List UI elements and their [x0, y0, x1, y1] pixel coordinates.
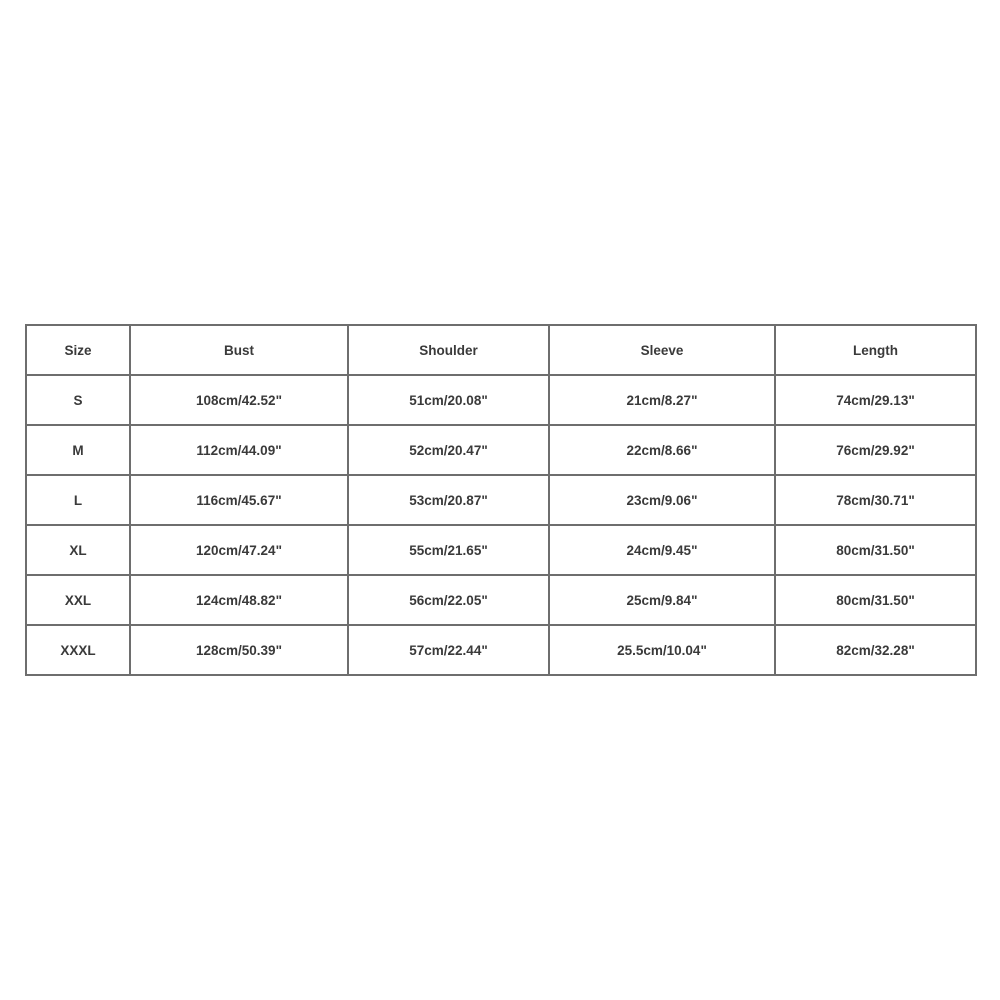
cell-length: 76cm/29.92" [775, 425, 976, 475]
cell-sleeve: 25cm/9.84" [549, 575, 775, 625]
header-row [26, 325, 976, 375]
cell-shoulder: 52cm/20.47" [348, 425, 549, 475]
table-row [26, 575, 976, 625]
cell-size: L [26, 475, 130, 525]
cell-shoulder: 53cm/20.87" [348, 475, 549, 525]
table-row [26, 425, 976, 475]
header-length: Length [775, 325, 976, 375]
cell-shoulder: 57cm/22.44" [348, 625, 549, 675]
header-bust: Bust [130, 325, 348, 375]
cell-length: 78cm/30.71" [775, 475, 976, 525]
table-row [26, 475, 976, 525]
table-row [26, 625, 976, 675]
header-size: Size [26, 325, 130, 375]
cell-size: XXXL [26, 625, 130, 675]
cell-size: S [26, 375, 130, 425]
cell-sleeve: 25.5cm/10.04" [549, 625, 775, 675]
cell-bust: 108cm/42.52" [130, 375, 348, 425]
cell-bust: 116cm/45.67" [130, 475, 348, 525]
cell-bust: 112cm/44.09" [130, 425, 348, 475]
cell-size: XL [26, 525, 130, 575]
cell-shoulder: 55cm/21.65" [348, 525, 549, 575]
size-chart-table [25, 324, 977, 676]
cell-bust: 124cm/48.82" [130, 575, 348, 625]
cell-shoulder: 51cm/20.08" [348, 375, 549, 425]
table-row [26, 525, 976, 575]
cell-size: M [26, 425, 130, 475]
table-row [26, 375, 976, 425]
header-shoulder: Shoulder [348, 325, 549, 375]
cell-length: 74cm/29.13" [775, 375, 976, 425]
cell-sleeve: 24cm/9.45" [549, 525, 775, 575]
cell-shoulder: 56cm/22.05" [348, 575, 549, 625]
cell-size: XXL [26, 575, 130, 625]
cell-sleeve: 22cm/8.66" [549, 425, 775, 475]
cell-sleeve: 21cm/8.27" [549, 375, 775, 425]
cell-length: 82cm/32.28" [775, 625, 976, 675]
cell-length: 80cm/31.50" [775, 575, 976, 625]
cell-sleeve: 23cm/9.06" [549, 475, 775, 525]
cell-bust: 128cm/50.39" [130, 625, 348, 675]
cell-bust: 120cm/47.24" [130, 525, 348, 575]
header-sleeve: Sleeve [549, 325, 775, 375]
cell-length: 80cm/31.50" [775, 525, 976, 575]
